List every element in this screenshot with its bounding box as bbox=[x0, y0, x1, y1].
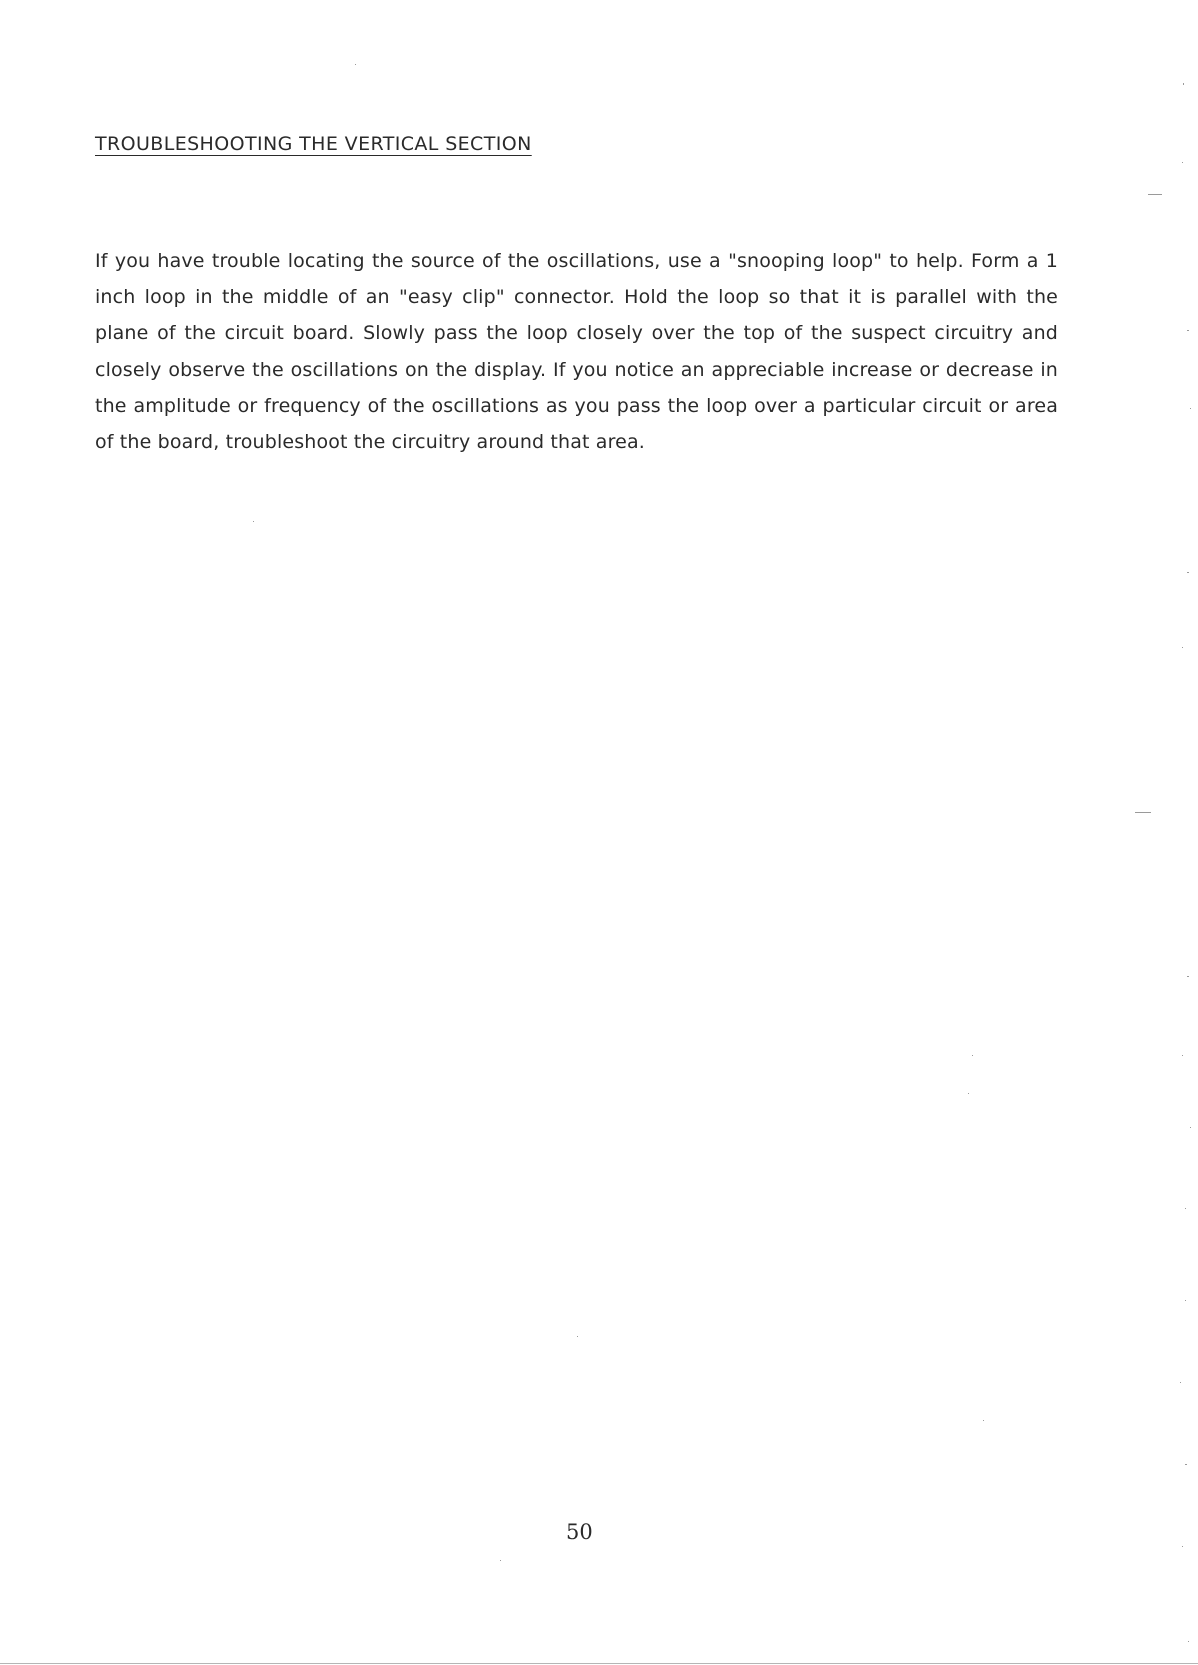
scan-speck bbox=[1182, 647, 1183, 648]
scan-speck bbox=[355, 64, 356, 65]
scan-speck bbox=[1185, 1208, 1186, 1209]
scan-speck bbox=[1182, 1055, 1183, 1056]
scan-speck bbox=[1180, 1382, 1181, 1383]
scan-speck bbox=[1187, 976, 1189, 977]
page-number: 50 bbox=[566, 1520, 593, 1544]
scan-speck bbox=[968, 1093, 969, 1094]
scan-speck bbox=[1188, 1641, 1189, 1642]
section-heading: TROUBLESHOOTING THE VERTICAL SECTION bbox=[95, 133, 532, 155]
scan-speck bbox=[1183, 83, 1184, 85]
scan-speck bbox=[1185, 1300, 1186, 1301]
scan-speck bbox=[577, 1336, 578, 1337]
scan-speck bbox=[1187, 572, 1189, 573]
scan-speck bbox=[500, 1560, 501, 1561]
scan-speck bbox=[1190, 1127, 1191, 1128]
scan-speck bbox=[972, 1055, 973, 1056]
scan-speck bbox=[253, 521, 254, 522]
scan-speck bbox=[1190, 408, 1191, 409]
scan-speck bbox=[983, 1420, 984, 1421]
scan-speck bbox=[1148, 194, 1162, 195]
scan-speck bbox=[1185, 1464, 1187, 1465]
body-paragraph: If you have trouble locating the source of the oscillations, use a "snooping loop" to help. Form a 1 inch loop in the middle of an "easy clip" connector. Hold the loop so that it is parallel with the plane of the circuit board. Slowly pass the loop closely over the top of the suspect circuitry and closely observe the oscillations on the display. If you notice an appreciable increase or decrease in the amplitude or frequency of the oscillations as you pass the loop over a particular circuit or area of the board, troubleshoot the circuitry around that area. bbox=[95, 250, 1058, 454]
scan-speck bbox=[1187, 330, 1189, 331]
scan-speck bbox=[1182, 1546, 1183, 1547]
scan-speck bbox=[1135, 812, 1151, 813]
scan-speck bbox=[1182, 162, 1183, 163]
page-bottom-edge bbox=[0, 1663, 1198, 1664]
